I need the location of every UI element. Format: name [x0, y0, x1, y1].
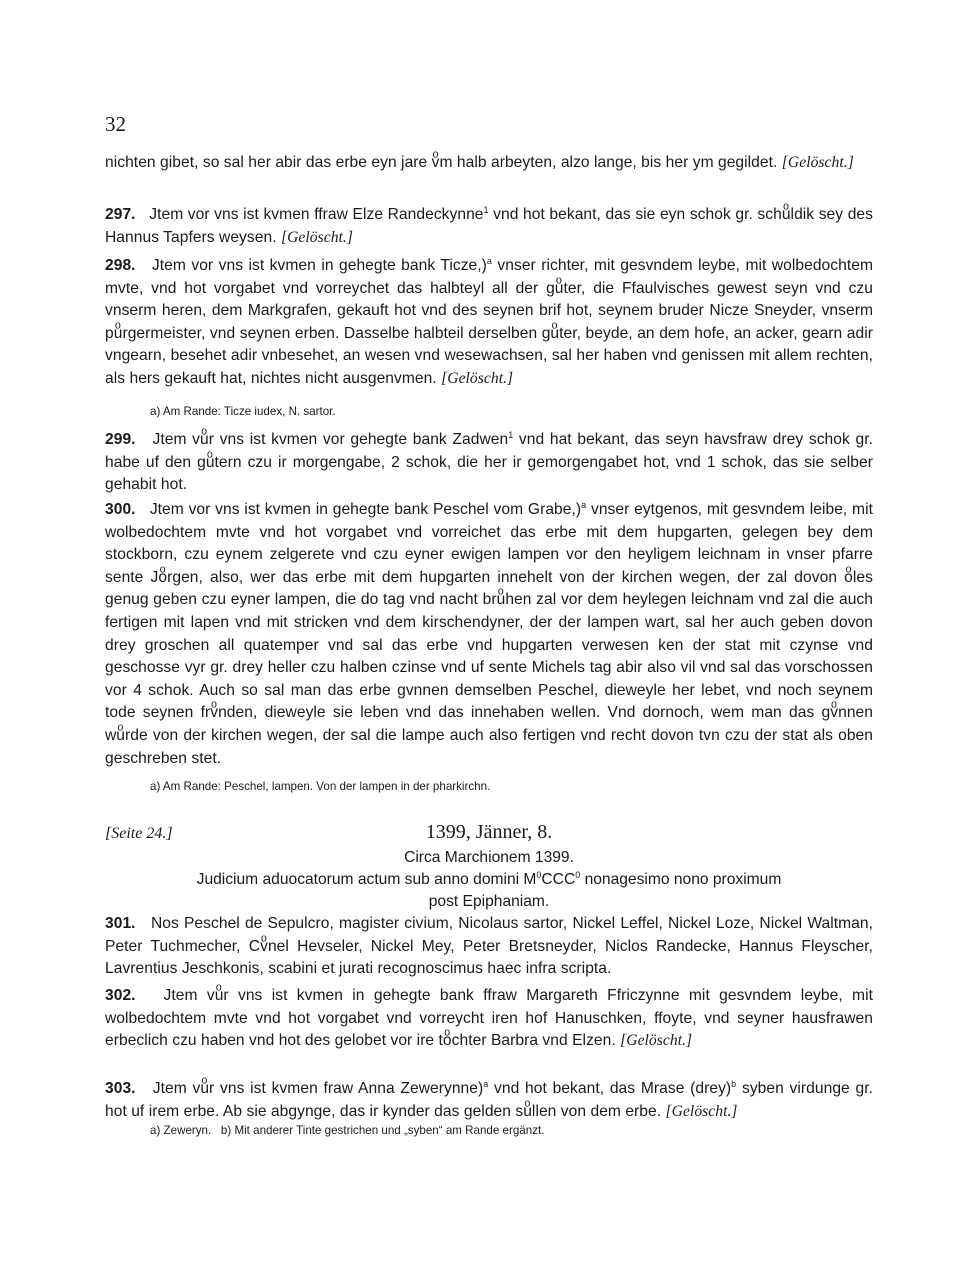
entry-303 — [105, 1078, 873, 1123]
section-subtitle: Circa Marchionem 1399. — [404, 849, 574, 866]
entry-continuation — [105, 152, 873, 175]
entry-text: syben virdunge gr. hot uf irem erbe. Ab sie abgynge, das ir kynder das gelden suͦllen von dem erbe. — [105, 1080, 873, 1120]
deleted-marker: [Gelöscht.] — [280, 228, 353, 246]
heading-text: nonagesimo nono proximum — [580, 871, 782, 888]
entry-text: Jtem vor vns ist kvmen in gehegte bank Ticze,) — [151, 257, 487, 274]
footnote-ref: 1 — [508, 430, 514, 440]
heading-text: CCC — [541, 871, 576, 888]
footnote-mark: a) — [150, 780, 161, 793]
deleted-marker: [Gelöscht.] — [781, 154, 854, 171]
entry-text: Jtem vor vns ist kvmen in gehegte bank Peschel vom Grabe,) — [149, 501, 582, 518]
entry-text: nichten gibet, so sal her abir das erbe eyn jare vͦm halb arbeyten, alzo lange, bis her ym gegildet. — [105, 154, 778, 171]
deleted-marker: [Gelöscht.] — [665, 1102, 738, 1120]
deleted-marker: [Gelöscht.] — [441, 369, 514, 387]
entry-number: 299. — [105, 431, 136, 448]
entry-299 — [105, 429, 873, 497]
heading-text: Judicium aduocatorum actum sub anno domini M — [196, 871, 537, 888]
entry-text: Jtem vuͦr vns ist kvmen in gehegte bank ffraw Margareth Ffriczynne mit gesvndem leybe, mit wolbedochtem mvte vnd hot vorgabet vnd vorreycht iren hof Hanuschken, ffoyte, vnd seyner hausfrawen erbeclich czu haben vnd hot des gelobet vor ire toͦchter Barbra vnd Elzen. — [105, 987, 873, 1050]
entry-number: 300. — [105, 501, 136, 518]
entry-300 — [105, 499, 873, 770]
section-date: 1399, Jänner, 8. — [425, 821, 553, 843]
footnote-ref: a — [483, 1079, 489, 1089]
footnote-mark: a) — [150, 1124, 161, 1137]
entry-number: 301. — [105, 915, 136, 932]
entry-number: 297. — [105, 206, 136, 223]
entry-text: vnd hot bekant, das Mrase (drey) — [494, 1080, 732, 1097]
footnote-text: Am Rande: Peschel, lampen. Von der lampen in der pharkirchn. — [162, 780, 491, 793]
footnote-text: Am Rande: Ticze iudex, N. sartor. — [162, 405, 336, 418]
entry-text: Jtem vuͦr vns ist kvmen vor gehegte bank Zadwen — [152, 431, 509, 448]
entry-298 — [105, 255, 873, 391]
entry-301 — [105, 913, 873, 981]
entry-text: vnd hat bekant, das seyn havsfraw drey schok gr. habe uf den guͦtern czu ir morgengabe, 2 schok, die her ir gemorgengabet hot, vnd 1 schok, das sie selber gehabit hot. — [105, 431, 873, 494]
entry-text: Jtem vor vns ist kvmen ffraw Elze Randeckynne — [149, 206, 484, 223]
superscript: 0 — [536, 870, 542, 880]
footnote — [150, 780, 490, 794]
entry-text: Nos Peschel de Sepulcro, magister civium, Nicolaus sartor, Nickel Leffel, Nickel Loze, Nickel Waltman, Peter Tuchmecher, Cvͦnel Hevseler, Nickel Mey, Peter Bretsneyder, Niclos Randecke, Hannus Fleyscher, Lavrentius Jeschkonis, scabini et jurati recognoscimus haec infra scripta. — [105, 915, 873, 978]
entry-302 — [105, 985, 873, 1053]
entry-text: Jtem vuͦr vns ist kvmen fraw Anna Zewerynne) — [152, 1080, 484, 1097]
footnote-text: Zeweryn. — [163, 1124, 212, 1137]
footnote-ref: a — [581, 500, 587, 510]
footnote-mark: b) — [220, 1124, 232, 1137]
page-number: 32 — [105, 112, 126, 136]
entry-297 — [105, 204, 873, 249]
footnote — [150, 1124, 544, 1138]
footnote-ref: 1 — [483, 205, 489, 215]
entry-number: 298. — [105, 257, 136, 274]
footnote-mark: a) — [150, 405, 161, 418]
entry-text: vnser eytgenos, mit gesvndem leibe, mit wolbedochtem mvte vnd hot vorgabet vnd vorreichet das erbe mit dem hupgarten, gelegen bey dem stockborn, czu eynem zelgerete vnd czu eyner ewigen lampen vor den heyligem leichnam in vnser pfarre sente Joͦrgen, also, wer das erbe mit dem hupgarten innehelt von der kirchen wegen, der zal dovon oͦles genug geben czu eyner lampen, die do tag vnd nacht bruͦhen zal vor dem heylegen leichnam vnd zal die auch fertigen mit lapen vnd mit stricken vnd dem kirschendyner, der der lampen wart, sal her auch geben dovon drey groschen all quatemper vnd sal das erbe vnd hupgarten verwesen ken der stat mit czynse vnd geschosse vyr gr. drey heller czu halben czinse vnd uf sente Michels tag abir also vil vnd sal das vorschossen vor 4 schok. Auch so sal man das erbe gvnnen demselben Peschel, dieweyle her lebet, vnd noch seynem tode seynen frvͦnden, dieweyle sie leben vnd das innehaben wellen. Vnd dornoch, wem man das gvͦnnen wuͦrde von der kirchen wegen, der sal die lampe auch also fertigen vnd recht dovon tvn czu der stat als oben geschreben stet. — [105, 501, 873, 767]
footnote — [150, 405, 336, 419]
page-reference: [Seite 24.] — [105, 825, 173, 842]
entry-number: 302. — [105, 987, 136, 1004]
superscript: 0 — [575, 870, 581, 880]
footnote-ref: b — [731, 1079, 737, 1089]
entry-text: vnd hot bekant, das sie eyn schok gr. schuͦldik sey des Hannus Tapfers weysen. — [105, 206, 873, 246]
section-heading-line2: post Epiphaniam. — [428, 893, 550, 910]
section-heading — [105, 869, 873, 892]
deleted-marker: [Gelöscht.] — [620, 1032, 693, 1050]
footnote-ref: a — [486, 256, 492, 266]
entry-number: 303. — [105, 1080, 136, 1097]
footnote-text: Mit anderer Tinte gestrichen und „syben“ am Rande ergänzt. — [234, 1124, 545, 1137]
entry-text: vnser richter, mit gesvndem leybe, mit wolbedochtem mvte, vnd hot vorgabet vnd vorreychet das halbteyl all der guͦter, die Ffaulvisches gewest seyn vnd czu vnserm heren, dem Markgrafen, gekauft hot vnd des seynen brif hot, seynem bruder Nicze Sneyder, vnserm puͦrgermeister, vnd seynen erben. Dasselbe halbteil derselben guͦter, beyde, an dem hofe, an acker, gearn adir vngearn, besehet adir vnbesehet, an wesen vnd wesewachsen, sal her haben vnd genissen mit allem rechten, als hers gekauft hat, nichtes nicht ausgenvmen. — [105, 257, 873, 387]
